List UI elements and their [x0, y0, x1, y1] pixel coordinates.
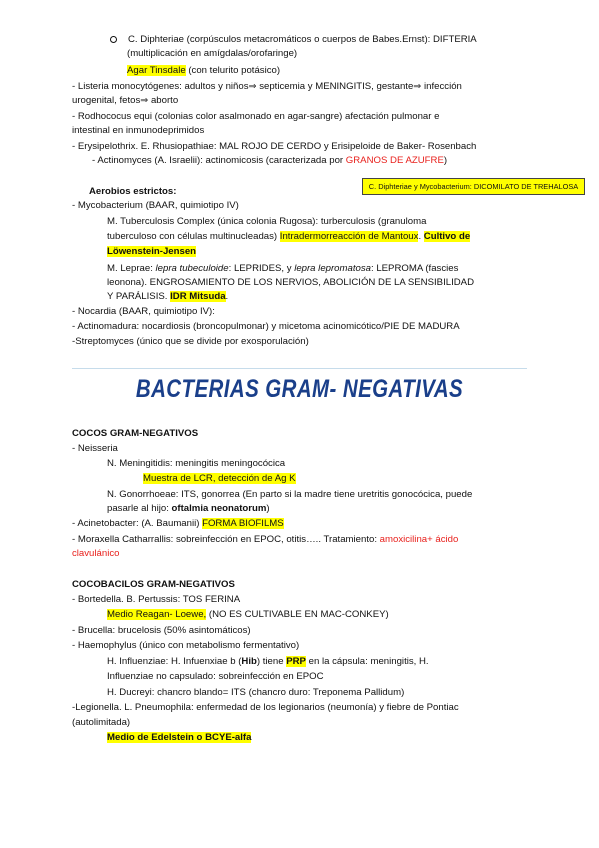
text-line: -Legionella. L. Pneumophila: enfermedad de los legionarios (neumonía) y fiebre de Pontiac: [72, 702, 459, 713]
highlight: Löwenstein-Jensen: [107, 246, 197, 257]
text-line: (multiplicación en amígdalas/orofaringe): [127, 48, 298, 59]
section-title: BACTERIAS GRAM- NEGATIVAS: [135, 375, 464, 403]
note-box: C. Diphteriae y Mycobacterium: DICOMILATO DE TREHALOSA: [362, 178, 585, 195]
divider: [72, 368, 527, 369]
text-line: [107, 245, 196, 258]
text-line: leonona). ENGROSAMIENTO DE LOS NERVIOS, ABOLICIÓN DE LA SENSIBILIDAD: [107, 277, 474, 288]
highlight: Medio Reagan- Loewe,: [107, 609, 207, 620]
highlight: Intradermorreacción de Mantoux: [279, 231, 419, 242]
red-text: amoxicilina+ ácido: [379, 534, 459, 545]
subheading: Aerobios estrictos:: [89, 186, 177, 197]
text-line: - Bortedella. B. Pertussis: TOS FERINA: [72, 594, 241, 605]
text-line: N. Meningitidis: meningitis meningocócica: [107, 458, 286, 469]
text-line: (autolimitada): [72, 717, 131, 728]
subheading: COCOBACILOS GRAM-NEGATIVOS: [72, 579, 235, 590]
text-line: Agar Tinsdale (con telurito potásico): [127, 65, 281, 76]
text-line: - Acinetobacter: (A. Baumanii) FORMA BIOFILMS: [72, 518, 284, 529]
text-line: - Moraxella Catharrallis: sobreinfección en EPOC, otitis….. Tratamiento: amoxicilina+ ácido: [72, 534, 459, 545]
text-line: M. Leprae: lepra tubeculoide: LEPRIDES, y lepra lepromatosa: LEPROMA (fascies: [107, 263, 459, 274]
text-line: -Streptomyces (único que se divide por exosporulación): [72, 336, 309, 347]
subheading: COCOS GRAM-NEGATIVOS: [72, 428, 199, 439]
highlight: PRP: [286, 656, 306, 667]
text-line: Y PARÁLISIS. IDR Mitsuda.: [107, 291, 229, 302]
text-line: Medio Reagan- Loewe, (NO ES CULTIVABLE EN MAC-CONKEY): [107, 609, 389, 620]
text-line: pasarle al hijo: oftalmia neonatorum): [107, 503, 270, 514]
highlight: Cultivo de: [423, 231, 471, 242]
text-line: - Rodhococus equi (colonias color asalmonado en agar-sangre) afectación pulmonar e: [72, 111, 440, 122]
highlight: IDR Mitsuda: [170, 291, 226, 302]
highlight: Muestra de LCR, detección de Ag K: [143, 473, 296, 484]
text-line: clavulánico: [72, 548, 120, 559]
text-line: - Nocardia (BAAR, quimiotipo IV):: [72, 306, 215, 317]
text-line: - Mycobacterium (BAAR, quimiotipo IV): [72, 200, 239, 211]
text-line: - Erysipelothrix. E. Rhusiopathiae: MAL ROJO DE CERDO y Erisipeloide de Baker- Rosenbach: [72, 141, 477, 152]
text-line: - Actinomadura: nocardiosis (broncopulmonar) y micetoma acinomicótico/PIE DE MADURA: [72, 321, 460, 332]
text-line: N. Gonorrhoeae: ITS, gonorrea (En parto si la madre tiene uretritis gonocócica, puede: [107, 489, 473, 500]
text-line: - Neisseria: [72, 443, 118, 454]
circle-bullet-icon: [110, 36, 117, 43]
text-line: [143, 472, 296, 485]
text-line: - Brucella: brucelosis (50% asintomáticos): [72, 625, 251, 636]
highlight: Medio de Edelstein o BCYE-alfa: [107, 732, 252, 743]
text-line: - Listeria monocytógenes: adultos y niños⇒ septicemia y MENINGITIS, gestante⇒ infección: [72, 81, 462, 92]
highlight: Agar Tinsdale: [127, 65, 186, 76]
text-line: [107, 731, 251, 744]
text-line: H. Influenziae: H. Infuenxiae b (Hib) tiene PRP en la cápsula: meningitis, H.: [107, 656, 429, 667]
text-line: M. Tuberculosis Complex (única colonia Rugosa): turberculosis (granuloma: [107, 216, 427, 227]
text-line: Influenziae no capsulado: sobreinfección en EPOC: [107, 671, 324, 682]
text-line: intestinal en inmunodeprimidos: [72, 125, 205, 136]
text-line: - Haemophylus (único con metabolismo fermentativo): [72, 640, 300, 651]
text-line: urogenital, fetos⇒ aborto: [72, 95, 179, 106]
text-line: tuberculoso con células multinucleadas) Intradermorreacción de Mantoux. Cultivo de: [107, 231, 471, 242]
text-line: C. Diphteriae (corpúsculos metacromáticos o cuerpos de Babes.Ernst): DIFTERIA: [110, 33, 477, 46]
text-line: H. Ducreyi: chancro blando= ITS (chancro duro: Treponema Pallidum): [107, 687, 405, 698]
text-line: - Actinomyces (A. Israelii): actinomicosis (caracterizada por GRANOS DE AZUFRE): [92, 155, 448, 166]
highlight: FORMA BIOFILMS: [202, 518, 284, 529]
red-text: GRANOS DE AZUFRE: [345, 155, 444, 166]
